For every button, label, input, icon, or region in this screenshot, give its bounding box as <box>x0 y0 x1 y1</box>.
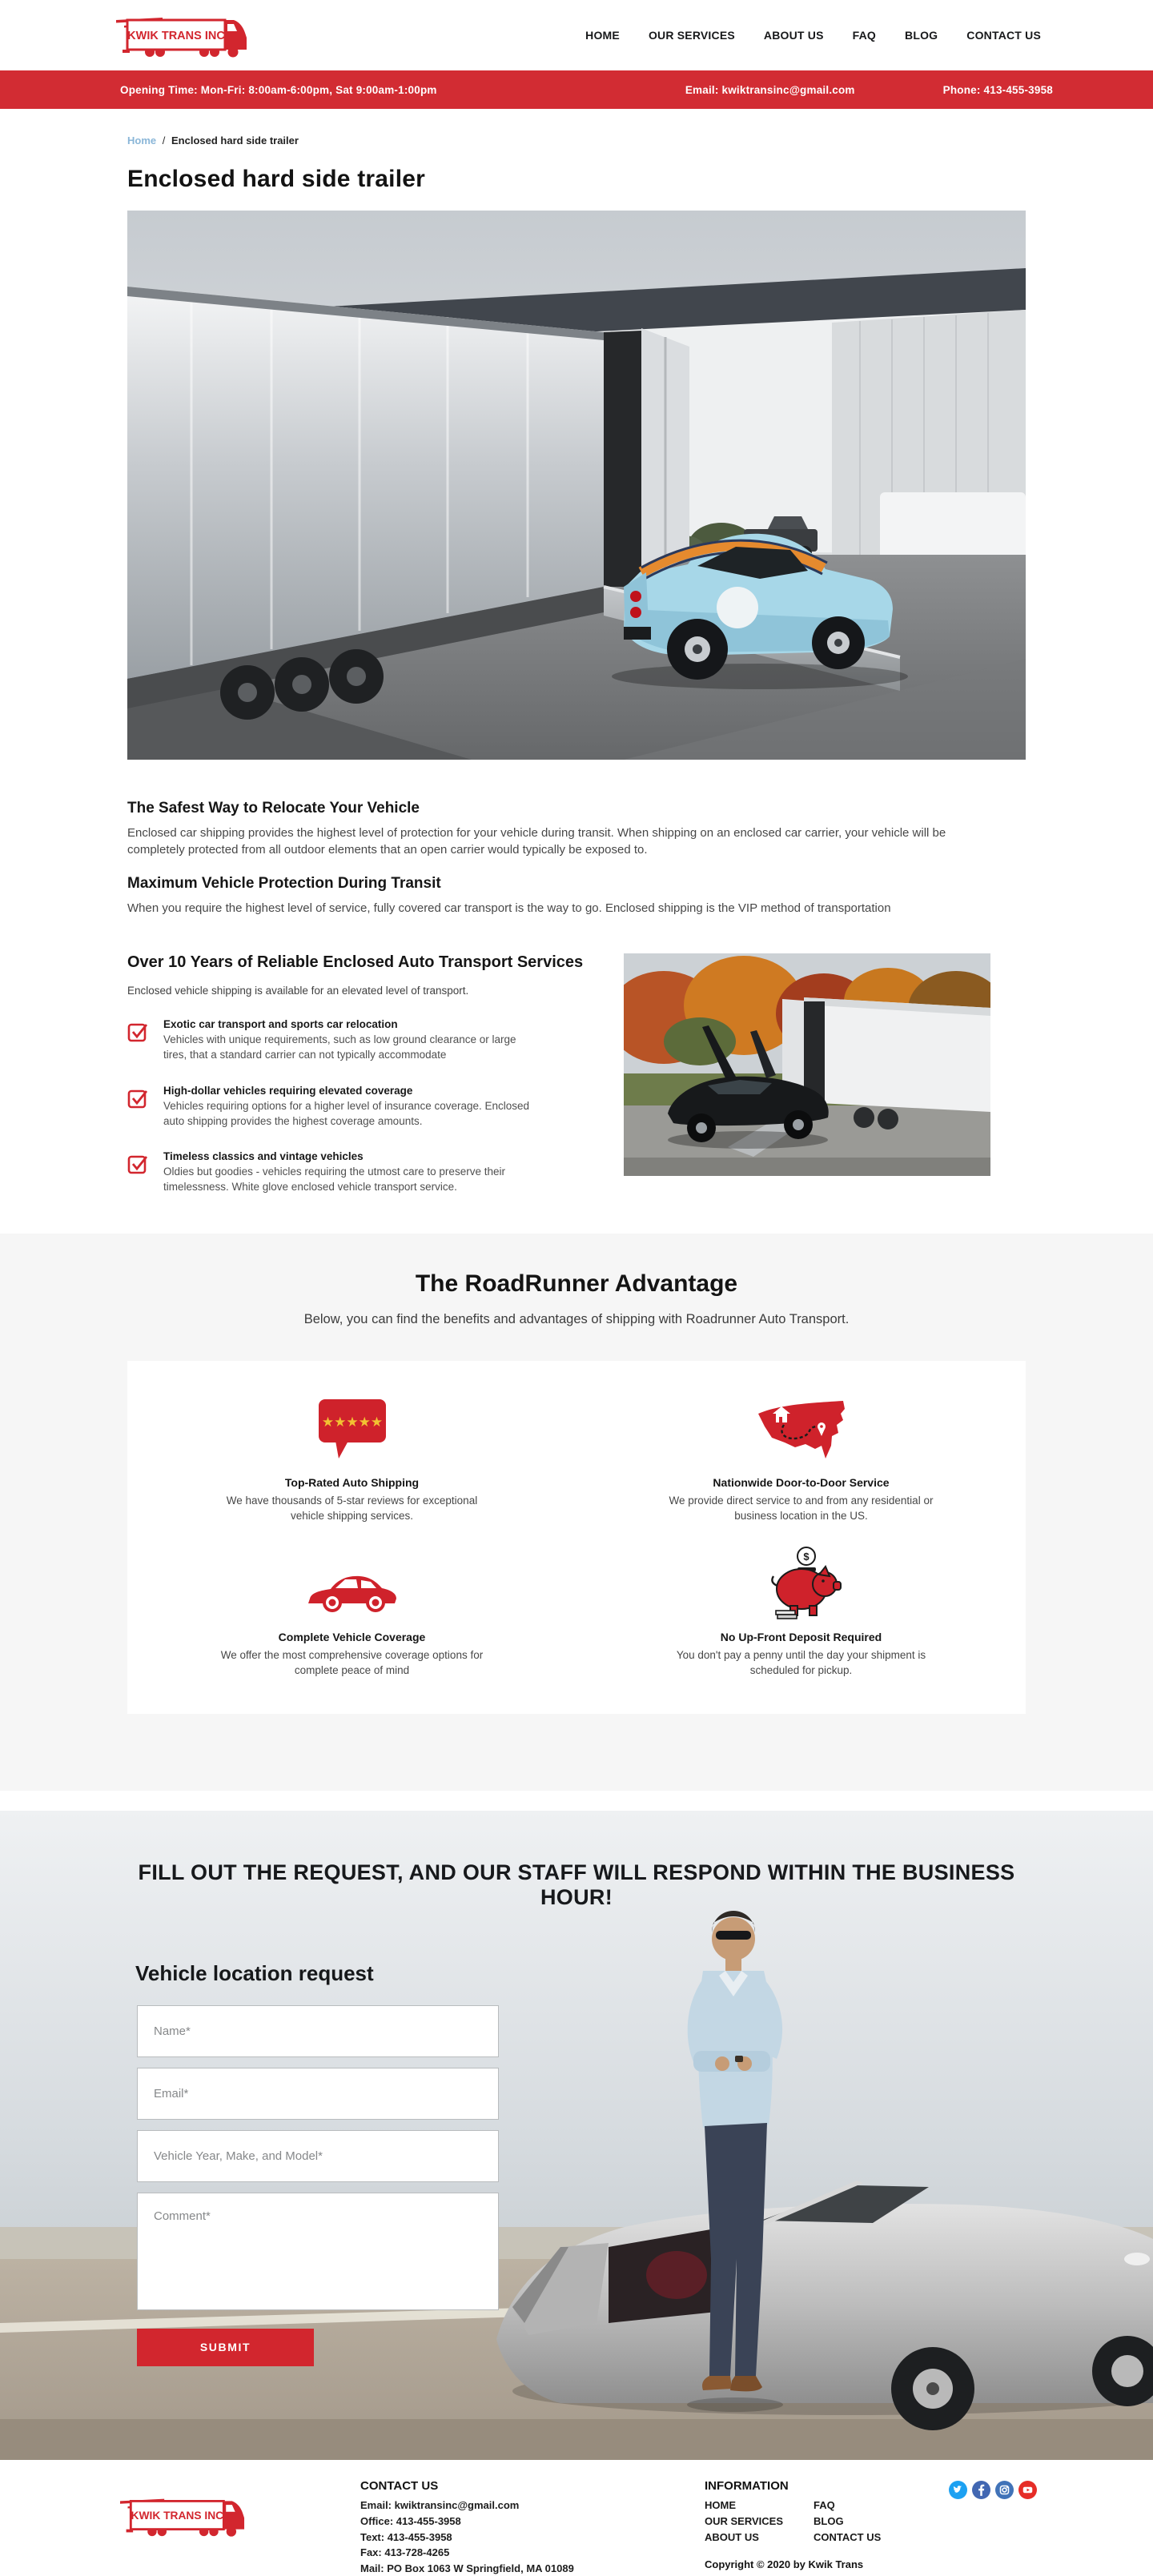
footer-email: Email: kwiktransinc@gmail.com <box>360 2498 520 2511</box>
feature-title: Nationwide Door-to-Door Service <box>713 1476 890 1490</box>
facebook-icon[interactable] <box>972 2481 990 2499</box>
feature-desc: We have thousands of 5-star reviews for exceptional vehicle shipping services. <box>226 1495 478 1522</box>
max-protection-body: When you require the highest level of service, fully covered car transport is the way to go. Enclosed shipping is the VIP method of transportation <box>127 901 891 915</box>
comment-field[interactable] <box>137 2193 499 2310</box>
checklist-item-title: Exotic car transport and sports car relocation <box>163 1017 398 1030</box>
safest-way-heading: The Safest Way to Relocate Your Vehicle <box>127 800 420 817</box>
request-heading: FILL OUT THE REQUEST, AND OUR STAFF WILL RESPOND WITHIN THE BUSINESS HOUR! <box>138 1860 1015 1909</box>
nav-our-services[interactable]: OUR SERVICES <box>648 29 735 42</box>
advantage-heading: The RoadRunner Advantage <box>415 1270 738 1298</box>
check-square-icon <box>127 1150 149 1195</box>
feature-title: No Up-Front Deposit Required <box>720 1631 882 1644</box>
nav-home[interactable]: HOME <box>585 29 620 42</box>
brand-name: KWIK TRANS INC <box>127 30 225 42</box>
page-title: Enclosed hard side trailer <box>127 166 425 192</box>
advantage-subheading: Below, you can find the benefits and advantages of shipping with Roadrunner Auto Transport. <box>303 1312 850 1327</box>
feature-top-rated <box>127 1390 576 1523</box>
contact-us-heading: CONTACT US <box>360 2478 439 2493</box>
nav-contact-us[interactable]: CONTACT US <box>966 29 1041 42</box>
information-heading: INFORMATION <box>705 2478 789 2493</box>
section-ten-years <box>127 953 1026 1195</box>
footer-office-phone: Office: 413-455-3958 <box>360 2514 461 2527</box>
copyright-text: Copyright © 2020 by Kwik Trans <box>705 2558 864 2570</box>
checklist-item-desc: Oldies but goodies - vehicles requiring the utmost care to preserve their timelessness. White glove enclosed vehicle transport service. <box>163 1166 505 1194</box>
brand-name: KWIK TRANS INC <box>131 2509 224 2522</box>
footer-link-our-services[interactable]: OUR SERVICES <box>705 2514 784 2527</box>
feature-coverage <box>127 1544 576 1678</box>
ten-years-intro: Enclosed vehicle shipping is available for an elevated level of transport. <box>127 984 469 997</box>
five-star-review-icon <box>127 1390 576 1467</box>
checklist-item-title: High-dollar vehicles requiring elevated coverage <box>163 1084 413 1097</box>
check-square-icon <box>127 1085 149 1130</box>
car-icon <box>127 1544 576 1621</box>
footer-link-faq[interactable]: FAQ <box>814 2498 835 2511</box>
submit-button[interactable]: SUBMIT <box>137 2329 314 2366</box>
feature-desc: We provide direct service to and from any residential or business location in the US. <box>669 1495 934 1522</box>
vehicle-location-form <box>137 2005 499 2366</box>
section-safest-way <box>127 800 1026 917</box>
main-nav <box>585 29 1041 42</box>
youtube-icon[interactable] <box>1018 2481 1037 2499</box>
nav-blog[interactable]: BLOG <box>905 29 938 42</box>
safest-way-body: Enclosed car shipping provides the highest level of protection for your vehicle during transit. When shipping on an enclosed car carrier, your vehicle will be completely protected from all outdoor elements that an open carrier would typically be exposed to. <box>127 826 946 857</box>
site-header <box>0 0 1153 70</box>
breadcrumb <box>127 134 1026 146</box>
checklist-item <box>127 1150 624 1195</box>
checklist-item-title: Timeless classics and vintage vehicles <box>163 1150 364 1163</box>
instagram-icon[interactable] <box>995 2481 1014 2499</box>
truck-logo-icon <box>116 10 280 60</box>
hero-image-enclosed-trailer <box>127 211 1026 760</box>
breadcrumb-current: Enclosed hard side trailer <box>171 134 299 146</box>
checklist-item <box>127 1085 624 1130</box>
opening-time-text: Opening Time: Mon-Fri: 8:00am-6:00pm, Sat 9:00am-1:00pm <box>120 83 437 96</box>
footer-link-home[interactable]: HOME <box>705 2498 736 2511</box>
piggy-bank-icon <box>576 1544 1026 1621</box>
svg-text:$: $ <box>802 1551 810 1563</box>
section-advantage <box>0 1234 1153 1791</box>
breadcrumb-home-link[interactable]: Home <box>127 134 157 146</box>
email-field[interactable] <box>137 2068 499 2120</box>
brand-logo[interactable] <box>116 10 280 60</box>
feature-desc: You don't pay a penny until the day your shipment is scheduled for pickup. <box>676 1649 926 1677</box>
footer-link-blog[interactable]: BLOG <box>814 2514 844 2527</box>
topbar-email: Email: kwiktransinc@gmail.com <box>685 83 855 96</box>
nav-faq[interactable]: FAQ <box>852 29 877 42</box>
usa-map-icon <box>576 1390 1026 1467</box>
feature-title: Complete Vehicle Coverage <box>278 1631 426 1644</box>
feature-desc: We offer the most comprehensive coverage options for complete peace of mind <box>220 1649 484 1677</box>
footer-mail-address: Mail: PO Box 1063 W Springfield, MA 01089 <box>360 2562 574 2575</box>
info-bar <box>0 70 1153 109</box>
check-square-icon <box>127 1018 149 1063</box>
feature-no-deposit <box>576 1544 1026 1678</box>
form-title: Vehicle location request <box>135 1960 374 1985</box>
footer-link-about-us[interactable]: ABOUT US <box>705 2530 759 2543</box>
topbar-phone: Phone: 413-455-3958 <box>942 83 1053 96</box>
feature-title: Top-Rated Auto Shipping <box>284 1476 420 1490</box>
footer-text-phone: Text: 413-455-3958 <box>360 2530 452 2543</box>
footer-fax: Fax: 413-728-4265 <box>360 2546 450 2559</box>
footer-link-contact-us[interactable]: CONTACT US <box>814 2530 882 2543</box>
image-enclosed-transport <box>624 953 990 1176</box>
section-request <box>0 1811 1153 2460</box>
twitter-icon[interactable] <box>949 2481 967 2499</box>
checklist-item <box>127 1018 624 1063</box>
checklist-item-desc: Vehicles with unique requirements, such as low ground clearance or large tires, that a standard carrier can not typically accommodate <box>163 1033 516 1061</box>
breadcrumb-separator: / <box>162 134 166 146</box>
name-field[interactable] <box>137 2005 499 2057</box>
ten-years-heading: Over 10 Years of Reliable Enclosed Auto Transport Services <box>127 953 584 971</box>
truck-logo-icon <box>120 2492 276 2539</box>
checklist-item-desc: Vehicles requiring options for a higher level of insurance coverage. Enclosed auto shipping provides the highest coverage amounts. <box>163 1099 530 1127</box>
advantage-card <box>127 1361 1026 1714</box>
feature-nationwide <box>576 1390 1026 1523</box>
nav-about-us[interactable]: ABOUT US <box>763 29 824 42</box>
site-footer <box>0 2460 1153 2575</box>
max-protection-heading: Maximum Vehicle Protection During Transit <box>127 874 441 892</box>
vehicle-field[interactable] <box>137 2130 499 2182</box>
svg-text:★★★★★: ★★★★★ <box>321 1414 383 1431</box>
